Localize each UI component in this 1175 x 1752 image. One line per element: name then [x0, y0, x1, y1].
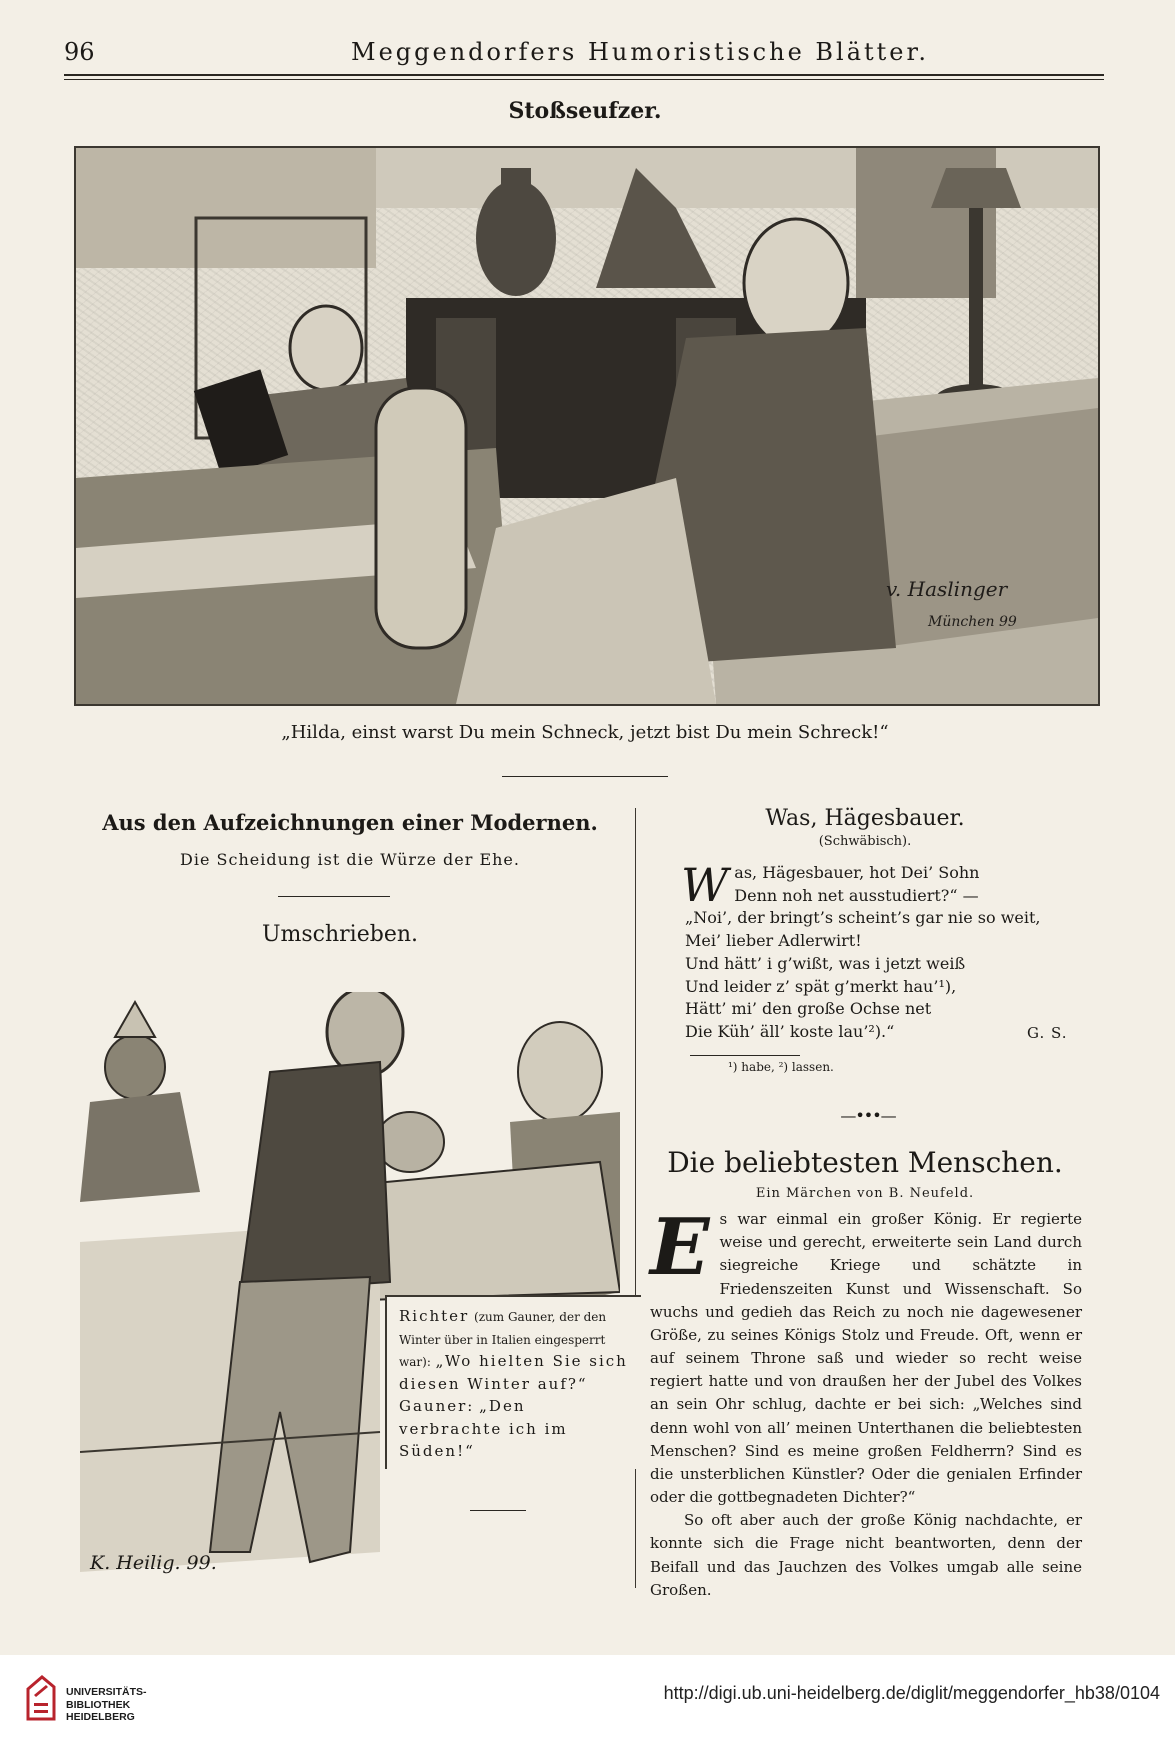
story-subtitle: Ein Märchen von B. Neufeld.	[755, 1186, 975, 1201]
footnote-rule	[690, 1055, 800, 1056]
ornament-divider: —•••—	[840, 1106, 896, 1125]
thief-answer: „Den verbrachte ich im Süden!“	[399, 1397, 568, 1460]
cartoon-title: Stoßseufzer.	[508, 98, 662, 124]
section-divider	[470, 1510, 526, 1511]
story-dropcap: E	[650, 1202, 710, 1293]
cartoon-caption: „Hilda, einst warst Du mein Schneck, jetzt bist Du mein Schreck!“	[281, 722, 889, 743]
section-heading-aufzeichnungen: Aus den Aufzeichnungen einer Modernen.	[102, 810, 598, 835]
source-url-link[interactable]: http://digi.ub.uni-heidelberg.de/diglit/meggendorfer_hb38/0104	[663, 1683, 1160, 1703]
artist-signature: K. Heilig. 99.	[90, 1552, 217, 1574]
illustration-couple-reading	[74, 146, 1100, 706]
header-rule	[64, 74, 1104, 76]
illustration-court-scene	[80, 992, 620, 1592]
poem-subtitle: (Schwäbisch).	[818, 834, 912, 849]
story-body	[650, 1202, 1082, 1602]
poem-body	[681, 858, 1085, 1044]
poem-title: Was, Hägesbauer.	[765, 806, 965, 831]
header-rule-thin	[64, 79, 1104, 80]
page-number: 96	[64, 38, 95, 66]
poem-footnote: ¹) habe, ²) lassen.	[728, 1060, 834, 1074]
aphorism-text: Die Scheidung ist die Würze der Ehe.	[180, 850, 520, 869]
section-heading-umschrieben: Umschrieben.	[261, 922, 419, 947]
judge-question: „Wo hielten Sie sich diesen Winter auf?“	[399, 1352, 628, 1393]
engraving-drawing	[80, 992, 620, 1592]
engraving-drawing	[76, 148, 1098, 704]
poem-line: Hätt’ mi’ den große Ochse net	[685, 999, 932, 1019]
poem-dropcap: W	[681, 858, 729, 912]
section-divider	[278, 896, 390, 897]
story-paragraph: So oft aber auch der große König nachdachte, er konnte sich die Frage nicht beantworten, denn der Beifall und das Jauchzen des Volkes umgab alle seine Großen.	[650, 1511, 1082, 1599]
poem-line: Mei’ lieber Adlerwirt!	[685, 931, 862, 951]
poem-line: as, Hägesbauer, hot Dei’ Sohn	[734, 863, 980, 882]
svg-text:v. Haslinger: v. Haslinger	[886, 577, 1008, 601]
column-divider	[635, 808, 636, 1588]
poem-line: Die Küh’ äll’ koste lau’²).“	[685, 1022, 895, 1042]
dialog-judge	[399, 1305, 631, 1395]
university-name: UNIVERSITÄTS- BIBLIOTHEK HEIDELBERG	[66, 1686, 147, 1724]
running-title: Meggendorfers Humoristische Blätter.	[351, 38, 929, 66]
poem-line: Und leider z’ spät g’merkt hau’¹),	[685, 976, 957, 996]
svg-text:München 99: München 99	[928, 614, 1017, 630]
poem-line: „Noi’, der bringt’s scheint’s gar nie so weit,	[685, 908, 1041, 928]
dialog-thief	[399, 1395, 631, 1463]
university-logo-icon	[26, 1675, 56, 1721]
court-dialog	[385, 1295, 641, 1469]
poem-line: Und hätt’ i g’wißt, was i jetzt weiß	[685, 953, 966, 973]
speaker-thief: Gauner:	[399, 1397, 475, 1415]
speaker-judge: Richter	[399, 1307, 470, 1325]
story-title: Die beliebtesten Menschen.	[667, 1146, 1063, 1179]
story-paragraph	[650, 1202, 1082, 1509]
story-paragraph-text: s war einmal ein großer König. Er regierte weise und gerecht, erweiterte sein Land durch siegreiche Kriege und schätzte in Friedenszeiten Kunst und Wissenschaft. So wuchs und gedieh das Reich zu noch nie dagewesener Größe, zu seines Königs Stolz und Freude. Oft, wenn er auf seinem Throne saß und wieder so recht weise regiert hatte und von draußen her der Jubel des Volkes an sein Ohr schlug, dachte er bei sich: „Welches sind denn wohl von all’ meinen Unterthanen die beliebtesten Menschen? Sind es meine großen Feldherrn? Sind es die unsterblichen Künstler? Oder die genialen Erfinder oder die gottbegnadeten Dichter?“	[650, 1210, 1082, 1507]
section-divider	[502, 776, 668, 777]
poem-signature: G. S.	[1027, 1024, 1068, 1042]
stage-direction: (zum Gauner, der den Winter über in Italien eingesperrt war):	[399, 1310, 607, 1369]
poem-line: Denn noh net ausstudiert?“ —	[734, 885, 979, 905]
